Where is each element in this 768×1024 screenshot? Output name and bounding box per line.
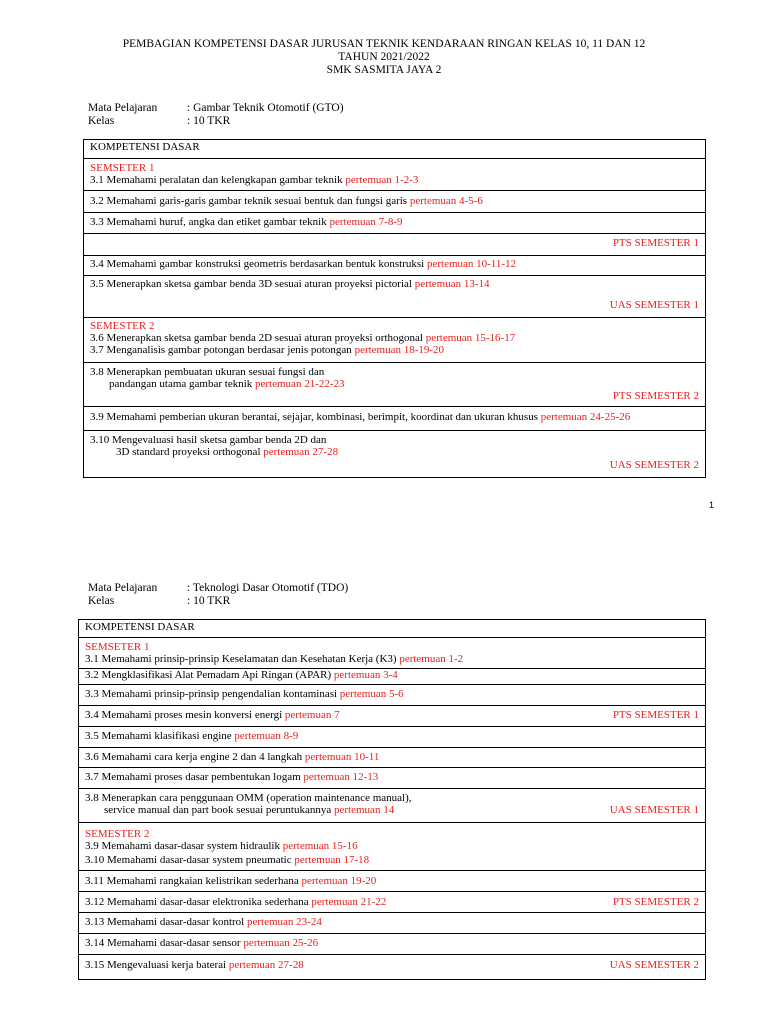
uas-semester-2: UAS SEMESTER 2 bbox=[609, 459, 699, 471]
meeting-label: pertemuan 15-16 bbox=[282, 840, 358, 852]
table-row bbox=[84, 233, 705, 255]
document-header bbox=[0, 38, 768, 77]
competency-item: 3.8 Menerapkan cara penggunaan OMM (operation maintenance manual), bbox=[85, 792, 412, 804]
table-row bbox=[79, 912, 705, 933]
uas-semester-1: UAS SEMESTER 1 bbox=[609, 804, 699, 816]
competency-item: 3.7 Memahami proses dasar pembentukan logam pertemuan 12-13 bbox=[85, 771, 379, 783]
competency-item: 3.3 Memahami prinsip-prinsip pengendalian kontaminasi pertemuan 5-6 bbox=[85, 688, 404, 700]
meeting-label: pertemuan 19-20 bbox=[301, 875, 377, 887]
pts-semester-1: PTS SEMESTER 1 bbox=[612, 709, 699, 721]
table-row bbox=[79, 705, 705, 726]
semester-2-block bbox=[79, 822, 705, 854]
uas-semester-1: UAS SEMESTER 1 bbox=[609, 299, 699, 311]
competency-item: 3.15 Mengevaluasi kerja baterai pertemuan 27-28 bbox=[85, 959, 304, 971]
meeting-label: pertemuan 14 bbox=[334, 804, 395, 816]
competency-item: 3.6 Memahami cara kerja engine 2 dan 4 langkah pertemuan 10-11 bbox=[85, 751, 380, 763]
class-label: Kelas bbox=[88, 115, 115, 127]
competency-table-tdo bbox=[78, 619, 706, 980]
competency-item: 3.2 Memahami garis-garis gambar teknik sesuai bentuk dan fungsi garis pertemuan 4-5-6 bbox=[90, 195, 483, 207]
meeting-label: pertemuan 21-22 bbox=[311, 896, 387, 908]
semester-1-block bbox=[79, 637, 705, 668]
competency-item: 3.14 Memahami dasar-dasar sensor pertemuan 25-26 bbox=[85, 937, 319, 949]
meeting-label: pertemuan 7 bbox=[284, 709, 340, 721]
table-header: KOMPETENSI DASAR bbox=[90, 141, 200, 153]
class-value: : 10 TKR bbox=[187, 595, 231, 607]
table-row bbox=[79, 954, 705, 979]
pts-semester-2: PTS SEMESTER 2 bbox=[612, 896, 699, 908]
meeting-label: pertemuan 3-4 bbox=[333, 669, 398, 681]
table-header-row bbox=[79, 620, 705, 637]
competency-item: 3.5 Menerapkan sketsa gambar benda 3D sesuai aturan proyeksi pictorial pertemuan 13-14 bbox=[90, 278, 490, 290]
competency-item: 3.9 Memahami pemberian ukuran berantai, sejajar, kombinasi, berimpit, koordinat dan ukuran khusus pertemuan 24-25-26 bbox=[90, 411, 631, 423]
table-row bbox=[84, 212, 705, 233]
table-row bbox=[84, 255, 705, 275]
competency-item: 3.4 Memahami gambar konstruksi geometris berdasarkan bentuk konstruksi pertemuan 10-11-12 bbox=[90, 258, 517, 270]
table-row bbox=[79, 788, 705, 822]
meeting-label: pertemuan 1-2-3 bbox=[345, 174, 419, 186]
meeting-label: pertemuan 7-8-9 bbox=[329, 216, 403, 228]
table-row bbox=[84, 406, 705, 430]
competency-item: 3.13 Memahami dasar-dasar kontrol pertemuan 23-24 bbox=[85, 916, 322, 928]
competency-item: 3.7 Menganalisis gambar potongan berdasar jenis potongan pertemuan 18-19-20 bbox=[90, 344, 445, 356]
subject-info-tdo bbox=[88, 582, 348, 608]
school-name: SMK SASMITA JAYA 2 bbox=[326, 64, 442, 76]
uas-semester-2: UAS SEMESTER 2 bbox=[609, 959, 699, 971]
table-row bbox=[84, 362, 705, 406]
competency-item: 3.12 Memahami dasar-dasar elektronika sederhana pertemuan 21-22 bbox=[85, 896, 387, 908]
table-row bbox=[79, 668, 705, 684]
meeting-label: pertemuan 15-16-17 bbox=[425, 332, 516, 344]
table-row bbox=[79, 726, 705, 747]
subject-value: : Teknologi Dasar Otomotif (TDO) bbox=[187, 582, 349, 594]
meeting-label: pertemuan 13-14 bbox=[414, 278, 490, 290]
competency-item: 3.8 Menerapkan pembuatan ukuran sesuai fungsi dan bbox=[90, 366, 325, 378]
meeting-label: pertemuan 27-28 bbox=[228, 959, 304, 971]
document-title: PEMBAGIAN KOMPETENSI DASAR JURUSAN TEKNIK KENDARAAN RINGAN KELAS 10, 11 DAN 12 bbox=[122, 38, 646, 50]
meeting-label: pertemuan 24-25-26 bbox=[540, 411, 631, 423]
meeting-label: pertemuan 8-9 bbox=[234, 730, 299, 742]
competency-item-cont: service manual dan part book sesuai peruntukannya pertemuan 14 bbox=[104, 804, 395, 816]
pts-semester-2: PTS SEMESTER 2 bbox=[612, 390, 699, 402]
class-label: Kelas bbox=[88, 595, 115, 607]
semester-2-label: SEMESTER 2 bbox=[85, 828, 150, 840]
meeting-label: pertemuan 18-19-20 bbox=[354, 344, 445, 356]
meeting-label: pertemuan 12-13 bbox=[303, 771, 379, 783]
meeting-label: pertemuan 21-22-23 bbox=[255, 378, 345, 390]
document-year: TAHUN 2021/2022 bbox=[338, 51, 430, 63]
competency-item: 3.1 Memahami peralatan dan kelengkapan gambar teknik pertemuan 1-2-3 bbox=[90, 174, 419, 186]
subject-label: Mata Pelajaran bbox=[88, 582, 158, 594]
meeting-label: pertemuan 23-24 bbox=[246, 916, 322, 928]
meeting-label: pertemuan 17-18 bbox=[294, 854, 370, 866]
table-row bbox=[84, 190, 705, 212]
pts-semester-1: PTS SEMESTER 1 bbox=[612, 237, 699, 249]
table-header-row bbox=[84, 140, 705, 158]
competency-item: 3.4 Memahami proses mesin konversi energi pertemuan 7 bbox=[85, 709, 340, 721]
meeting-label: pertemuan 1-2 bbox=[399, 653, 464, 665]
subject-label: Mata Pelajaran bbox=[88, 102, 158, 114]
competency-item: 3.6 Menerapkan sketsa gambar benda 2D sesuai aturan proyeksi orthogonal pertemuan 15-16-17 bbox=[90, 332, 516, 344]
competency-item: 3.5 Memahami klasifikasi engine pertemuan 8-9 bbox=[85, 730, 299, 742]
meeting-label: pertemuan 25-26 bbox=[243, 937, 319, 949]
table-row bbox=[79, 767, 705, 788]
competency-table-gto bbox=[83, 139, 706, 478]
competency-item: 3.11 Memahami rangkaian kelistrikan sederhana pertemuan 19-20 bbox=[85, 875, 377, 887]
table-row bbox=[79, 933, 705, 954]
meeting-label: pertemuan 5-6 bbox=[339, 688, 404, 700]
subject-value: : Gambar Teknik Otomotif (GTO) bbox=[187, 102, 344, 114]
table-row bbox=[79, 891, 705, 912]
semester-1-label: SEMSETER 1 bbox=[85, 641, 150, 653]
competency-item: 3.9 Memahami dasar-dasar system hidraulik pertemuan 15-16 bbox=[85, 840, 358, 852]
competency-item-cont: pandangan utama gambar teknik pertemuan 21-22-23 bbox=[109, 378, 345, 390]
semester-2-label: SEMESTER 2 bbox=[90, 320, 155, 332]
table-row bbox=[84, 275, 705, 317]
table-row bbox=[79, 870, 705, 891]
table-row bbox=[79, 747, 705, 767]
class-value: : 10 TKR bbox=[187, 115, 231, 127]
competency-item: 3.10 Memahami dasar-dasar system pneumatic pertemuan 17-18 bbox=[85, 854, 370, 866]
meeting-label: pertemuan 10-11-12 bbox=[426, 258, 517, 270]
meeting-label: pertemuan 27-28 bbox=[263, 446, 339, 458]
table-row bbox=[79, 854, 705, 870]
table-row bbox=[79, 684, 705, 705]
competency-item-cont: 3D standard proyeksi orthogonal pertemuan 27-28 bbox=[116, 446, 339, 458]
semester-2-block bbox=[84, 317, 705, 362]
semester-1-label: SEMSETER 1 bbox=[90, 162, 155, 174]
page-number: 1 bbox=[709, 500, 715, 510]
meeting-label: pertemuan 4-5-6 bbox=[409, 195, 483, 207]
meeting-label: pertemuan 10-11 bbox=[304, 751, 380, 763]
competency-item: 3.10 Mengevaluasi hasil sketsa gambar benda 2D dan bbox=[90, 434, 327, 446]
table-header: KOMPETENSI DASAR bbox=[85, 621, 195, 633]
table-row bbox=[84, 430, 705, 477]
competency-item: 3.1 Memahami prinsip-prinsip Keselamatan dan Kesehatan Kerja (K3) pertemuan 1-2 bbox=[85, 653, 464, 665]
competency-item: 3.3 Memahami huruf, angka dan etiket gambar teknik pertemuan 7-8-9 bbox=[90, 216, 403, 228]
competency-item: 3.2 Mengklasifikasi Alat Pemadam Api Ringan (APAR) pertemuan 3-4 bbox=[85, 669, 398, 681]
subject-info-gto bbox=[88, 102, 344, 128]
